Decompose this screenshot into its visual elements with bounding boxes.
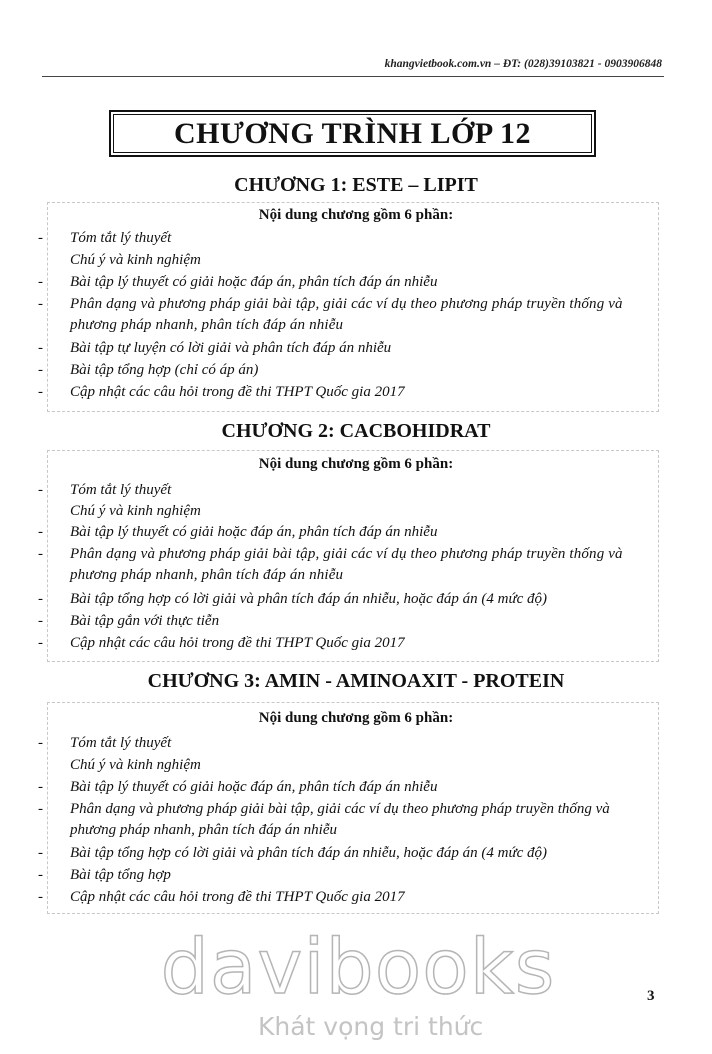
bullet-dash: - xyxy=(38,801,43,817)
bullet-dash: - xyxy=(38,735,43,751)
bullet-dash: - xyxy=(38,230,43,246)
chapter-2-item: Tóm tắt lý thuyết xyxy=(70,482,172,498)
chapter-3-item: Bài tập lý thuyết có giải hoặc đáp án, phân tích đáp án nhiễu xyxy=(70,779,438,795)
chapter-3-title: CHƯƠNG 3: AMIN - AMINOAXIT - PROTEIN xyxy=(147,670,565,692)
chapter-2-item: Bài tập gắn với thực tiễn xyxy=(70,613,220,629)
chapter-3-item: Cập nhật các câu hỏi trong đề thi THPT Quốc gia 2017 xyxy=(70,889,405,905)
chapter-1-item: Bài tập tổng hợp (chỉ có áp án) xyxy=(70,362,259,378)
page-title: CHƯƠNG TRÌNH LỚP 12 xyxy=(173,116,532,150)
bullet-dash: - xyxy=(38,867,43,883)
chapter-2-title: CHƯƠNG 2: CACBOHIDRAT xyxy=(221,420,491,442)
bullet-dash: - xyxy=(38,362,43,378)
header-divider xyxy=(42,76,664,77)
chapter-1-item: Bài tập tự luyện có lời giải và phân tích đáp án nhiễu xyxy=(70,340,392,356)
main-title-box xyxy=(109,110,596,157)
chapter-3-item: Bài tập tổng hợp xyxy=(70,867,171,883)
chapter-3-item: Chú ý và kinh nghiệm xyxy=(70,757,201,773)
bullet-dash: - xyxy=(38,845,43,861)
page-header-source: khangvietbook.com.vn – ĐT: (028)39103821 - 0903906848 xyxy=(384,58,662,70)
chapter-2-item: Bài tập tổng hợp có lời giải và phân tích đáp án nhiễu, hoặc đáp án (4 mức độ) xyxy=(70,591,548,607)
chapter-3-item: Phân dạng và phương pháp giải bài tập, giải các ví dụ theo phương pháp truyền thống và phương pháp nhanh, phân tích đáp án nhiễu xyxy=(70,801,610,838)
bullet-dash: - xyxy=(38,889,43,905)
bullet-dash: - xyxy=(38,384,43,400)
chapter-3-item: Tóm tắt lý thuyết xyxy=(70,735,172,751)
chapter-1-title: CHƯƠNG 1: ESTE – LIPIT xyxy=(234,174,478,196)
chapter-2-item: Phân dạng và phương pháp giải bài tập, giải các ví dụ theo phương pháp truyền thống và phương pháp nhanh, phân tích đáp án nhiễu xyxy=(70,546,623,583)
bullet-dash: - xyxy=(38,524,43,540)
bullet-dash: - xyxy=(38,274,43,290)
chapter-2-item: Cập nhật các câu hỏi trong đề thi THPT Quốc gia 2017 xyxy=(70,635,405,651)
bullet-dash: - xyxy=(38,482,43,498)
bullet-dash: - xyxy=(38,296,43,312)
chapter-1-section-heading: Nội dung chương gồm 6 phần: xyxy=(258,207,454,223)
bullet-dash: - xyxy=(38,340,43,356)
chapter-3-section-heading: Nội dung chương gồm 6 phần: xyxy=(258,710,454,726)
chapter-1-item: Bài tập lý thuyết có giải hoặc đáp án, phân tích đáp án nhiễu xyxy=(70,274,438,290)
watermark-brand: davibooks xyxy=(160,922,556,1011)
bullet-dash: - xyxy=(38,613,43,629)
chapter-1-item: Cập nhật các câu hỏi trong đề thi THPT Quốc gia 2017 xyxy=(70,384,405,400)
page-number: 3 xyxy=(647,988,655,1004)
bullet-dash: - xyxy=(38,591,43,607)
chapter-2-section-heading: Nội dung chương gồm 6 phần: xyxy=(258,456,454,472)
chapter-1-item: Chú ý và kinh nghiệm xyxy=(70,252,201,268)
bullet-dash: - xyxy=(38,779,43,795)
chapter-1-item: Tóm tắt lý thuyết xyxy=(70,230,172,246)
chapter-3-item: Bài tập tổng hợp có lời giải và phân tích đáp án nhiễu, hoặc đáp án (4 mức độ) xyxy=(70,845,548,861)
chapter-2-item: Bài tập lý thuyết có giải hoặc đáp án, phân tích đáp án nhiễu xyxy=(70,524,438,540)
chapter-2-item: Chú ý và kinh nghiệm xyxy=(70,503,201,519)
bullet-dash: - xyxy=(38,546,43,562)
watermark-slogan: Khát vọng tri thức xyxy=(258,1012,484,1041)
bullet-dash: - xyxy=(38,635,43,651)
chapter-1-item: Phân dạng và phương pháp giải bài tập, giải các ví dụ theo phương pháp truyền thống và phương pháp nhanh, phân tích đáp án nhiễu xyxy=(70,296,623,333)
